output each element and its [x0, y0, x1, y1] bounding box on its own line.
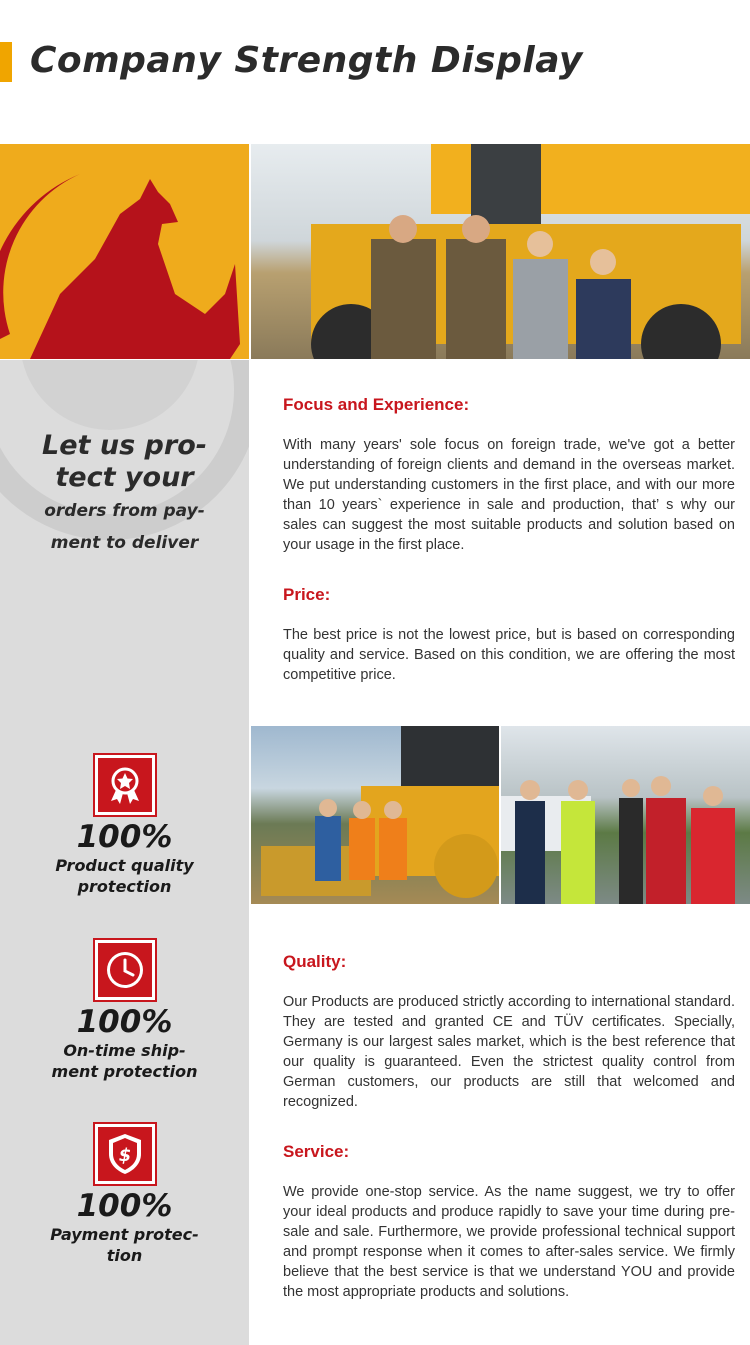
protect-slogan — [0, 430, 249, 558]
protect-line-3: orders from pay- — [44, 501, 205, 521]
svg-text:$: $ — [118, 1145, 131, 1166]
shipment-label-1: On-time ship- — [63, 1041, 186, 1060]
section-price — [283, 585, 735, 685]
quality-label-2: protection — [77, 877, 172, 896]
section-quality — [283, 952, 735, 1112]
payment-label-2: tion — [106, 1246, 143, 1265]
wolf-logo-icon — [0, 144, 249, 359]
section-heading: Quality: — [283, 952, 347, 971]
shipment-label-2: ment protection — [51, 1062, 198, 1081]
section-heading: Focus and Experience: — [283, 395, 470, 414]
photo-illustration — [251, 144, 750, 359]
star-ribbon-icon — [95, 755, 155, 815]
photo-illustration — [251, 726, 499, 904]
protect-line-4: ment to deliver — [50, 533, 199, 553]
protect-line-2: tect your — [55, 462, 194, 493]
section-focus — [283, 395, 735, 555]
protect-line-1: Let us pro- — [42, 430, 207, 461]
payment-label-1: Payment protec- — [50, 1225, 199, 1244]
payment-percent: 100% — [76, 1188, 173, 1224]
quality-percent: 100% — [76, 819, 173, 855]
shipment-percent: 100% — [76, 1004, 173, 1040]
photo-illustration — [501, 726, 750, 904]
title-accent-bar — [0, 42, 12, 82]
customer-group-photo — [501, 726, 750, 904]
section-heading: Service: — [283, 1142, 350, 1161]
section-body: With many years' sole focus on foreign trade, we've got a better understanding of foreign clients and demand in the overseas market. We put understanding customers in the first place, and with our more than 10 years` experience in sale and production, that’ s why our sales can suggest the most suitable products and solution based on your usage in the first place. — [283, 437, 735, 553]
section-body: Our Products are produced strictly according to international standard. They are tested and granted CE and TÜV certificates. Specially, Germany is our largest sales market, which is the best reference that our quality is guaranteed. Even the strictest quality control from German customers, our products are still that welcomed and recognized. — [283, 994, 735, 1110]
payment-badge — [0, 1124, 249, 1266]
section-service — [283, 1142, 735, 1302]
quality-badge — [0, 755, 249, 897]
page-title: Company Strength Display — [30, 40, 583, 81]
quality-label-1: Product quality — [55, 856, 194, 875]
section-body: We provide one-stop service. As the name suggest, we try to offer your ideal products and produce rapidly to save your time during pre-sale and sale. Furthermore, we provide professional technical support and prompt response when it comes to after-sales service. We firmly believe that the best service is that we understand YOU and provide the most appropriate products and solutions. — [283, 1184, 735, 1300]
compactor-customers-photo — [251, 726, 499, 904]
clock-icon — [95, 940, 155, 1000]
dollar-shield-icon — [95, 1124, 155, 1184]
section-body: The best price is not the lowest price, but is based on corresponding quality and service. Based on this condition, we are offering the most competitive price. — [283, 627, 735, 683]
shipment-badge — [0, 940, 249, 1082]
wolf-logo — [0, 144, 249, 359]
section-heading: Price: — [283, 585, 331, 604]
trade-show-loader-photo — [251, 144, 750, 359]
